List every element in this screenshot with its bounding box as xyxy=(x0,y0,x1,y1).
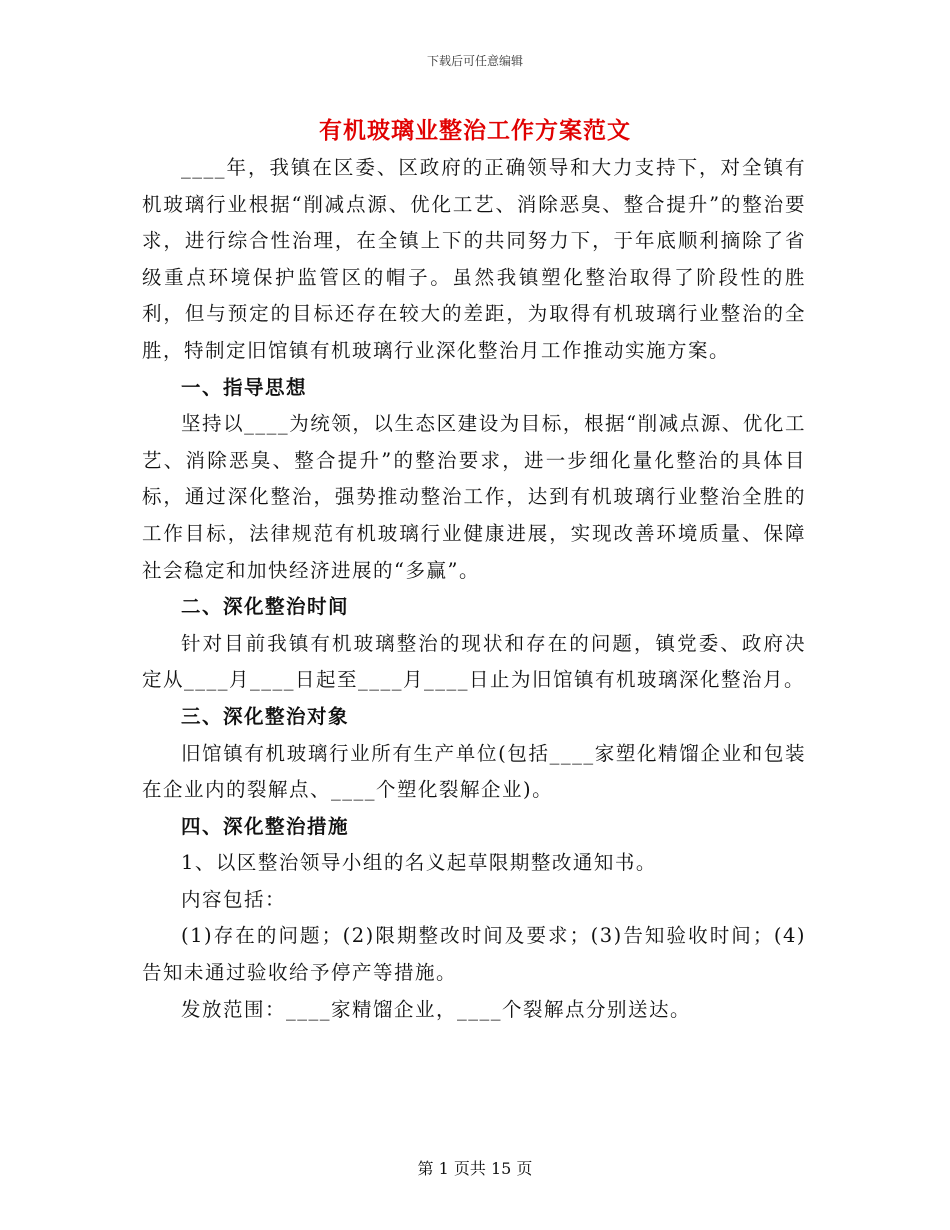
section-body-rectification-time: 针对目前我镇有机玻璃整治的现状和存在的问题，镇党委、政府决定从____月____日起至____月____日止为旧馆镇有机玻璃深化整治月。 xyxy=(142,631,806,692)
measure-paragraph: (1)存在的问题；(2)限期整改时间及要求；(3)告知验收时间；(4)告知未通过验收给予停产等措施。 xyxy=(142,924,806,985)
section-body-guiding-ideology: 坚持以____为统领，以生态区建设为目标，根据“削减点源、优化工艺、消除恶臭、整合提升”的整治要求，进一步细化量化整治的具体目标，通过深化整治，强势推动整治工作，达到有机玻璃行业整治全胜的工作目标，法律规范有机玻璃行业健康进展，实现改善环境质量、保障社会稳定和加快经济进展的“多赢”。 xyxy=(142,412,806,582)
measure-paragraph: 1、以区整治领导小组的名义起草限期整改通知书。 xyxy=(181,851,657,875)
document-body xyxy=(142,150,806,1028)
header-note: 下载后可任意编辑 xyxy=(426,54,523,68)
section-heading-rectification-targets: 三、深化整治对象 xyxy=(181,704,350,728)
page-footer: 第 1 页共 15 页 xyxy=(417,1159,533,1178)
section-heading-rectification-measures: 四、深化整治措施 xyxy=(181,814,350,838)
measure-paragraph: 发放范围：____家精馏企业，____个裂解点分别送达。 xyxy=(181,997,692,1021)
section-heading-guiding-ideology: 一、指导思想 xyxy=(181,375,308,399)
document-title: 有机玻璃业整治工作方案范文 xyxy=(319,117,631,144)
section-body-rectification-targets: 旧馆镇有机玻璃行业所有生产单位(包括____家塑化精馏企业和包装在企业内的裂解点、____个塑化裂解企业)。 xyxy=(142,741,806,802)
intro-paragraph: ____年，我镇在区委、区政府的正确领导和大力支持下，对全镇有机玻璃行业根据“削减点源、优化工艺、消除恶臭、整合提升”的整治要求，进行综合性治理，在全镇上下的共同努力下，于年底顺利摘除了省级重点环境保护监管区的帽子。虽然我镇塑化整治取得了阶段性的胜利，但与预定的目标还存在较大的差距，为取得有机玻璃行业整治的全胜，特制定旧馆镇有机玻璃行业深化整治月工作推动实施方案。 xyxy=(142,156,806,362)
section-heading-rectification-time: 二、深化整治时间 xyxy=(181,595,350,619)
measure-paragraph: 内容包括： xyxy=(181,887,287,911)
